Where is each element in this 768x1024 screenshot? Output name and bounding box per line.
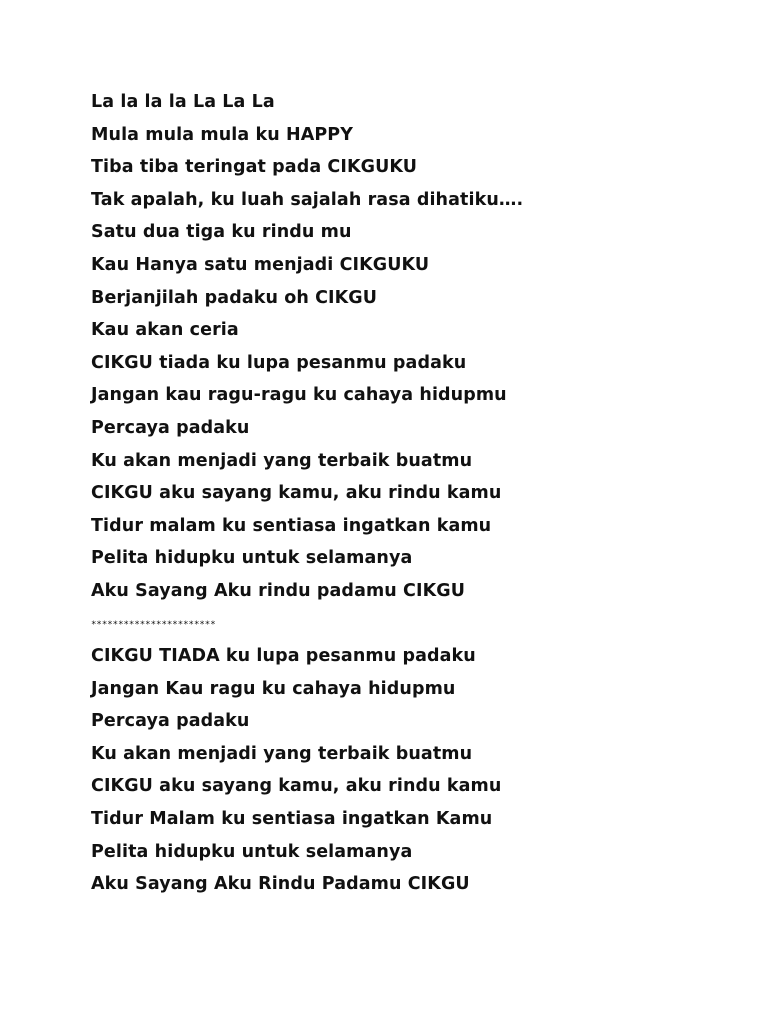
- lyric-line: Jangan Kau ragu ku cahaya hidupmu: [91, 678, 456, 699]
- lyric-line: Mula mula mula ku HAPPY: [91, 124, 353, 145]
- lyric-line: Jangan kau ragu-ragu ku cahaya hidupmu: [91, 385, 507, 406]
- lyric-line: Tidur malam ku sentiasa ingatkan kamu: [91, 515, 492, 536]
- lyric-line: Tidur Malam ku sentiasa ingatkan Kamu: [91, 809, 493, 830]
- lyric-line: Ku akan menjadi yang terbaik buatmu: [91, 450, 473, 471]
- lyric-line: Pelita hidupku untuk selamanya: [91, 841, 413, 862]
- lyric-line: Satu dua tiga ku rindu mu: [91, 222, 352, 243]
- lyric-line: CIKGU aku sayang kamu, aku rindu kamu: [91, 483, 502, 504]
- lyric-line: Kau Hanya satu menjadi CIKGUKU: [91, 254, 430, 275]
- lyric-line: Aku Sayang Aku rindu padamu CIKGU: [91, 580, 466, 601]
- lyric-line: CIKGU tiada ku lupa pesanmu padaku: [91, 352, 467, 373]
- lyric-line: Berjanjilah padaku oh CIKGU: [91, 287, 378, 308]
- lyric-line: Ku akan menjadi yang terbaik buatmu: [91, 743, 473, 764]
- asterisk-separator: ***********************: [91, 619, 216, 630]
- lyric-line: Pelita hidupku untuk selamanya: [91, 548, 413, 569]
- lyric-line: CIKGU aku sayang kamu, aku rindu kamu: [91, 776, 502, 797]
- lyric-line: Percaya padaku: [91, 417, 250, 438]
- lyric-line: CIKGU TIADA ku lupa pesanmu padaku: [91, 646, 476, 667]
- lyric-line: Tak apalah, ku luah sajalah rasa dihatiku….: [91, 189, 524, 210]
- lyric-line: Percaya padaku: [91, 711, 250, 732]
- lyric-line: La la la la La La La: [91, 92, 275, 112]
- lyrics-text: [91, 86, 731, 901]
- lyric-line: Tiba tiba teringat pada CIKGUKU: [91, 157, 418, 178]
- lyric-line: Kau akan ceria: [91, 320, 239, 341]
- lyric-line: Aku Sayang Aku Rindu Padamu CIKGU: [91, 874, 470, 895]
